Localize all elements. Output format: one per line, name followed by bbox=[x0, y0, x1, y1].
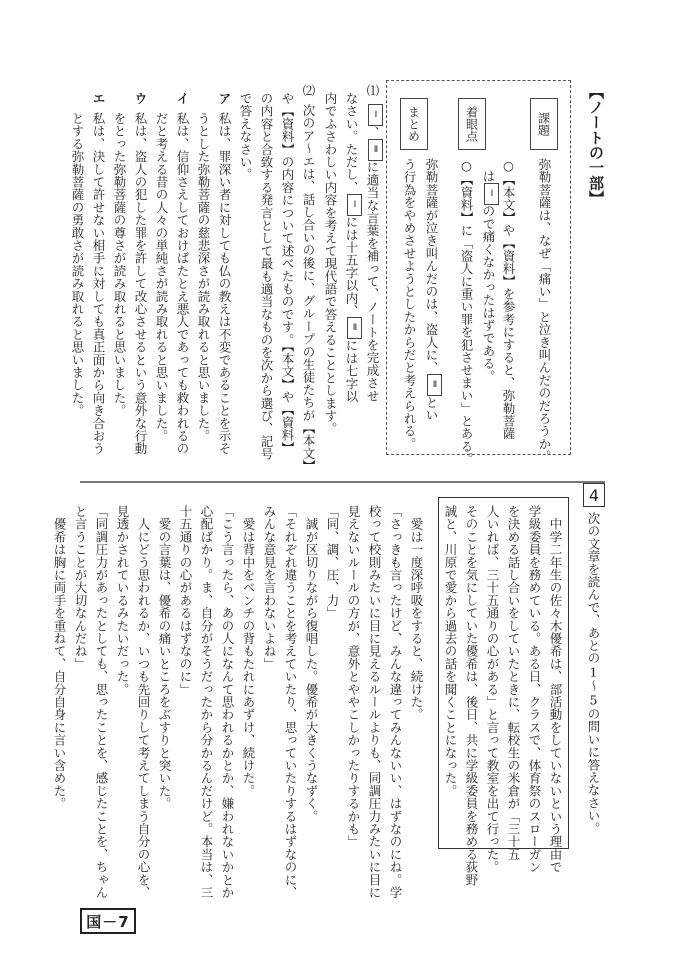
note-matome-line1 bbox=[425, 158, 442, 421]
instruction: 次の文章を読んで、あとの1〜5の問いに答えなさい。 bbox=[586, 512, 601, 835]
q1-text-2e: には七字以 bbox=[344, 339, 359, 403]
label-kadai: 課題 bbox=[530, 98, 558, 150]
page-label: 国－7 bbox=[80, 908, 136, 934]
story-line-2: 「さっきも言ったけど、みんな違ってみんないい、はずなのにね。学 bbox=[388, 505, 403, 899]
section-number: 4 bbox=[583, 483, 605, 507]
q1-text-2c: には十五字以内、 bbox=[344, 215, 359, 318]
q1-blank-4: Ⅱ bbox=[347, 317, 362, 339]
choice-e-line1: 私は、決して許せない相手に対しても真正面から向き合おう bbox=[91, 112, 106, 455]
q1-number: ⑴ bbox=[365, 84, 380, 97]
story-line-3: 校って校則みたいに目に見えるルールよりも、同調圧力みたいに目に bbox=[367, 505, 382, 899]
story-line-18: 優希は胸に両手を重ねて、自分自身に言い含めた。 bbox=[52, 505, 67, 810]
choice-i-line1: 私は、信仰さえしておけばたとえ悪人であっても救われるの bbox=[175, 112, 190, 455]
choice-a-line2: うとした弥勒菩薩の慈悲深さが読み取れると思いました。 bbox=[196, 112, 211, 443]
chakugan-text-c: ので痛くなかったはずである。 bbox=[481, 204, 496, 383]
q2-line4: で答えなさい。 bbox=[238, 92, 253, 181]
note-chakugan-line3: ○【資料】に「盗人に重い罪を犯させまい」とある。 bbox=[459, 158, 474, 466]
section-divider bbox=[80, 481, 605, 483]
story-line-13: 愛の言葉は、優希の痛いところをぶすりと突いた。 bbox=[157, 505, 172, 810]
matome-text-c: とい bbox=[424, 395, 439, 422]
story-line-15: 見透かされているみたいだった。 bbox=[115, 505, 130, 696]
story-line-4: 見えないルールの方が、意外とややこしかったりするかも」 bbox=[346, 505, 361, 848]
choice-e-line2: とする弥勒菩薩の勇敢さが読み取れると思いました。 bbox=[70, 112, 85, 417]
story-line-12: 十五通りの心があるはずなのに」 bbox=[178, 505, 193, 696]
blank-2: Ⅱ bbox=[427, 374, 442, 396]
story-line-7: 「それぞれ違うことを考えていたり、思っていたりするはずなのに、 bbox=[283, 505, 298, 899]
q1-blank-1: Ⅰ bbox=[368, 104, 383, 126]
note-heading: 【ノートの一部】 bbox=[587, 84, 605, 206]
note-chakugan-line2 bbox=[482, 170, 499, 383]
story-line-16: 「同調圧力があったとしても、思ったことを、感じたことを、ちゃん bbox=[94, 505, 109, 899]
q2-number: ⑵ bbox=[301, 84, 316, 97]
story-line-1: 愛は一度深呼吸をすると、続けた。 bbox=[409, 505, 424, 721]
chakugan-text-a: は bbox=[481, 170, 496, 183]
choice-a-mark: ア bbox=[217, 92, 232, 105]
q2-line2: や【資料】の内容について述べたものです。【本文】や【資料】 bbox=[280, 92, 295, 455]
story-line-5: 「同、調、圧、力」 bbox=[325, 505, 340, 620]
label-chakugan: 着眼点 bbox=[458, 98, 486, 150]
intro-line-3: を決める話し合いをしていたときに、転校生の米倉が「三十五 bbox=[506, 505, 521, 861]
story-line-9: 愛は背中をベンチの背もたれにあずけ、続けた。 bbox=[241, 505, 256, 798]
story-line-10: 「こう言ったら、あの人になんて思われるかとか、嫌われないかとか bbox=[220, 505, 235, 899]
q1-blank-3: Ⅰ bbox=[347, 194, 362, 216]
story-line-17: と言うことが大切なんだね」 bbox=[73, 505, 88, 671]
intro-line-4: 人いれば、三十五通りの心がある」と言って教室を出て行った。 bbox=[485, 505, 500, 874]
story-line-11: 心配ばかり。ま、自分がそうだったから分かるんだけど。本当は、三 bbox=[199, 505, 214, 899]
choice-i-mark: イ bbox=[175, 92, 190, 105]
q1-line1 bbox=[366, 104, 383, 402]
choice-u-line1: 私は、盗人の犯した罪を許して改心させるという意外な行動 bbox=[133, 112, 148, 455]
intro-line-6: 誠と、川原で愛から過去の話を聞くことになった。 bbox=[443, 505, 458, 798]
choice-i-line2: だと考える昔の人々の単純さが読み取れると思いました。 bbox=[154, 112, 169, 443]
q1-line2 bbox=[345, 92, 362, 403]
choice-u-mark: ウ bbox=[133, 92, 148, 105]
note-matome-line2: う行為をやめさせようとしたからだと考えられる。 bbox=[402, 158, 417, 451]
choice-e-mark: エ bbox=[91, 92, 106, 105]
q1-line3: 内でふさわしい内容を考えて現代語で答えることとします。 bbox=[323, 92, 338, 435]
q1-text-1d: に適当な言葉を補って、ノートを完成させ bbox=[365, 160, 380, 403]
intro-line-5: そのことを気にしていた優希は、後日、共に学級委員を務める荻野 bbox=[464, 505, 479, 886]
choice-u-line2: をとった弥勒菩薩の尊さが読み取れると思いました。 bbox=[112, 112, 127, 417]
q1-blank-2: Ⅱ bbox=[368, 139, 383, 161]
intro-line-2: 学級委員を務めている。ある日、クラスで、体育祭のスローガン bbox=[527, 505, 542, 874]
blank-1: Ⅰ bbox=[484, 183, 499, 205]
story-line-6: 誠が区切りながら復唱した。優希が大きくうなずく。 bbox=[304, 505, 319, 823]
q1-text-2a: なさい。ただし、 bbox=[344, 92, 359, 194]
note-kadai-text: 弥勒菩薩は、なぜ「痛い」と泣き叫んだのだろうか。 bbox=[537, 158, 552, 463]
label-matome: まとめ bbox=[400, 98, 428, 150]
story-line-14: 人にどう思われるか、いつも先回りして考えてしまう自分の心を、 bbox=[136, 505, 151, 899]
q1-text-comma: 、 bbox=[365, 126, 380, 139]
matome-text-a: 弥勒菩薩が泣き叫んだのは、盗人に、 bbox=[424, 158, 439, 374]
q2-line1: 次のア〜エは、話し合いの後に、グループの生徒たちが【本文】 bbox=[301, 104, 316, 473]
note-chakugan-line1: ○【本文】や【資料】を参考にすると、弥勒菩薩 bbox=[501, 158, 516, 440]
intro-line-1: 中学二年生の佐々木優希は、部活動をしていないという理由で bbox=[548, 505, 563, 874]
choice-a-line1: 私は、罪深い者に対しても仏の教えは不変であることを示そ bbox=[217, 112, 232, 455]
q2-line3: の内容と合致する発言として最も適当なものを次から選び、記号 bbox=[259, 92, 274, 461]
story-line-8: みんな意見を言わないよね」 bbox=[262, 505, 277, 671]
